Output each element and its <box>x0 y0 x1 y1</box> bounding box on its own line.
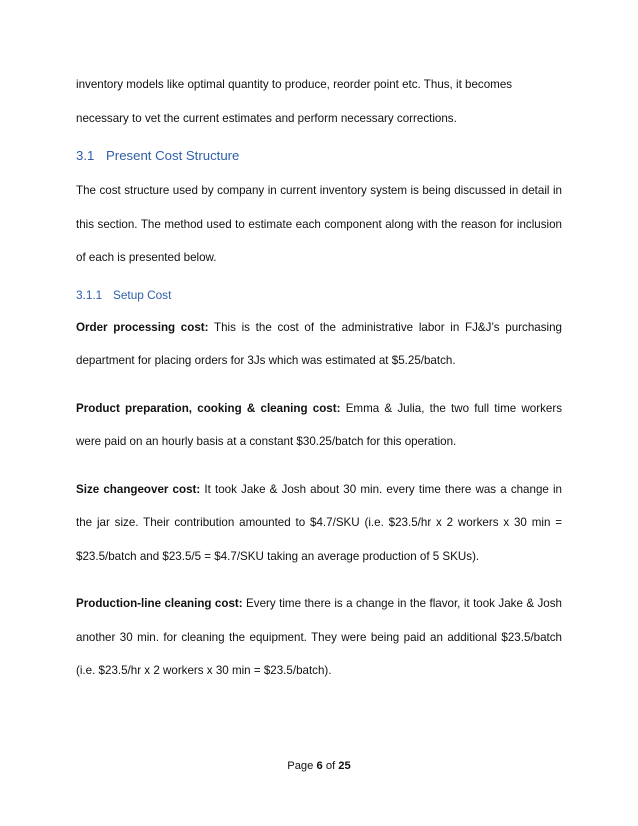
intro-line-1: inventory models like optimal quantity to produce, reorder point etc. Thus, it becomes <box>76 78 513 91</box>
subsection-title: Setup Cost <box>113 287 172 302</box>
cost-item-product-preparation <box>76 392 562 459</box>
footer-middle: of <box>322 760 339 772</box>
cost-item-label: Order processing cost: <box>76 320 209 334</box>
footer-prefix: Page <box>287 760 317 772</box>
cost-item-line-cleaning <box>76 587 562 688</box>
footer-current-page: 6 <box>316 760 323 772</box>
cost-item-text: This is the cost of the administrative labor in FJ&J’s purchasing department for placing orders for 3Js which was estimated at $5.25/batch. <box>76 320 562 367</box>
cost-item-text: It took Jake & Josh about 30 min. every time there was a change in the jar size. Their contribution amounted to $4.7/SKU (i.e. $23.5/hr x 2 workers x 30 min = $23.5/batch and $23.5/5 = $4.7/SKU taking an average production of 5 SKUs). <box>76 482 563 563</box>
cost-item-size-changeover <box>76 473 562 574</box>
cost-item-order-processing <box>76 311 562 378</box>
page-footer <box>0 760 638 772</box>
page-content <box>76 68 562 688</box>
cost-item-text: Every time there is a change in the flavor, it took Jake & Josh another 30 min. for cleaning the equipment. They were being paid an additional $23.5/batch (i.e. $23.5/hr x 2 workers x 30 min = $23.5/batch). <box>76 597 562 677</box>
footer-total-pages: 25 <box>338 760 351 772</box>
cost-item-label: Production-line cleaning cost: <box>76 597 243 610</box>
section-body: The cost structure used by company in current inventory system is being discussed in detail in this section. The method used to estimate each component along with the reason for inclusion of each is presented below. <box>76 184 562 264</box>
subsection-number: 3.1.1 <box>76 287 103 302</box>
subsection-heading <box>76 279 562 311</box>
cost-item-text: Emma & Julia, the two full time workers were paid on an hourly basis at a constant $30.25/batch for this operation. <box>76 401 563 448</box>
cost-item-label: Size changeover cost: <box>76 482 201 496</box>
section-number: 3.1 <box>76 148 95 163</box>
cost-item-label: Product preparation, cooking & cleaning cost: <box>76 401 341 415</box>
section-heading <box>76 139 562 172</box>
section-title: Present Cost Structure <box>106 148 240 163</box>
intro-line-2: necessary to vet the current estimates and perform necessary corrections. <box>76 111 457 125</box>
